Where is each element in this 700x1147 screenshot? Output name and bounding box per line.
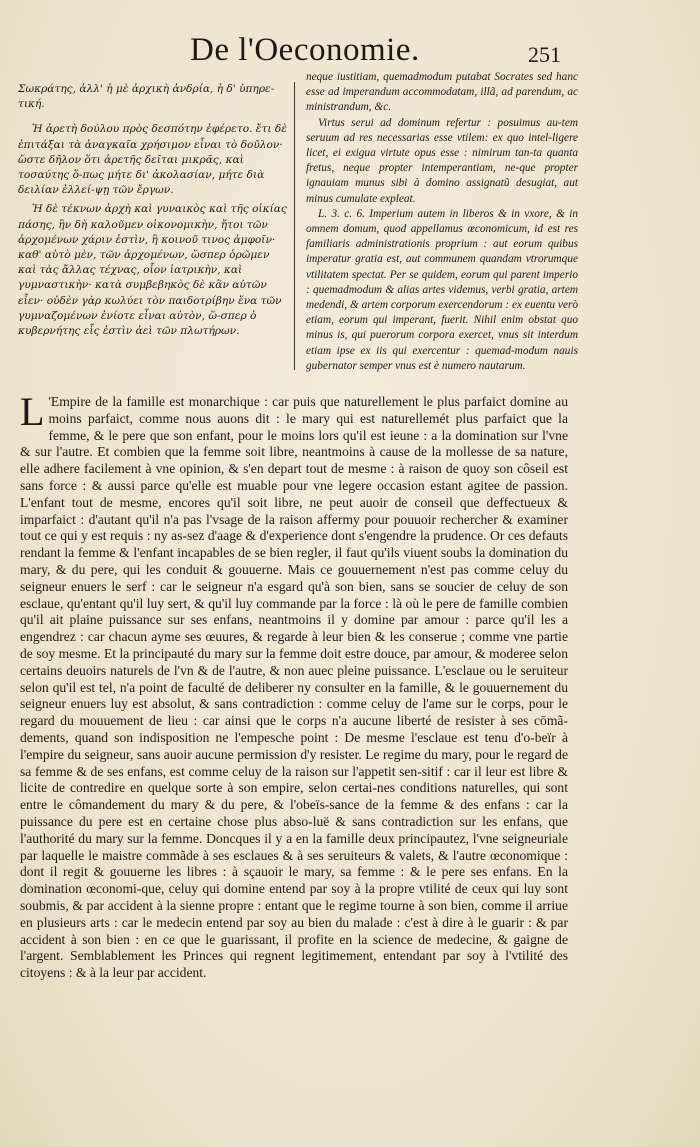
greek-text-column <box>18 82 290 343</box>
latin-text-column <box>306 70 578 374</box>
column-divider <box>294 82 295 370</box>
running-head-title: De l'Oeconomie. <box>190 32 420 68</box>
greek-paragraph: Ἡ δὲ τέκνων ἀρχὴ καὶ γυναικὸς καὶ τῆς οἰκίας πάσης, ἣν δὴ καλοῦμεν οἰκονομικὴν, ἤτοι τῶν ἀρχομένων χάριν ἐστὶν, ἢ κοινοῦ τινος ἀμφοῖν· καθ' αὑτὸ μὲν, τῶν ἀρχομένων, ὥσπερ ὁρῶμεν καὶ τὰς ἄλλας τέχνας, οἷον ἰατρικὴν, καὶ γυμναστικὴν· κατὰ συμβεβηκὸς δὲ κἂν αὐτῶν εἶεν· οὐδὲν γὰρ κωλύει τὸν παιδοτρίβην ἕνα τῶν γυμναζομένων ἐνίοτε εἶναι αὐτὸν, ὥ-σπερ ὁ κυβερνήτης εἷς ἐστὶν ἀεὶ τῶν πλωτήρων. <box>18 203 287 338</box>
page-number: 251 <box>528 42 561 67</box>
greek-paragraph: Ἡ ἀρετὴ δούλου πρὸς δεσπότην ἐφέρετο. ἔτι δὲ ἐπιτάξαι τὰ ἀναγκαῖα χρήσιμον εἶναι τὸ δοῦλον· ὥστε δῆλον ὅτι ἀρετῆς δεῖται μικρᾶς, καὶ τοσαύτης ὅ-πως μήτε δι' ἀκολασίαν, μήτε διὰ δειλίαν ἐλλεί-ψῃ τῶν ἔργων. <box>18 123 287 197</box>
greek-paragraph: Σωκράτης, ἀλλ' ἡ μὲ ἀρχικὴ ἀνδρία, ἡ δ' ὑπηρε-τική. <box>18 83 275 111</box>
latin-paragraph: neque iustitiam, quemadmodum putabat Socrates sed hanc esse ad imperandum accommodatam, illã, ad parendum, ac ministrandum, &c. <box>306 71 578 114</box>
drop-cap: L <box>20 389 45 434</box>
french-commentary <box>20 389 568 982</box>
latin-paragraph: Virtus serui ad dominum refertur : posuimus au-tem seruum ad res necessarias esse vtilem: ex quo intel-ligere licet, ei exigua virtute opus esse : nimirum tan-ta quanta fretus, neque propter intemperantiam, ne-que propter ignauiam munus sibi à domino assignatũ desugiat, aut minus cumulate expleat. <box>306 116 578 205</box>
commentary-paragraph <box>20 389 568 982</box>
latin-paragraph: L. 3. c. 6. Imperium autem in liberos & in vxore, & in omnem domum, quod appellamus œconomicum, id est res familiaris administrationis proprium : aut eorum quibus imperatur gratia est, aut communem quandam vtrorumque vtilitatem spectat. Per se quidem, eorum qui parent imperio : quemadmodum & alias artes videmus, verbi gratia, artem medendi, & artem corporum exercendorum : ex euentu verò etiam, eorum qui imperant, fuerit. Nihil enim obstat quo minus is, qui puerorum corpora exercet, vnus sit interdum etiam ipse ex iis qui exercentur : quemad-modum nauis gubernator semper vnus est è numero nautarum. <box>306 207 578 372</box>
commentary-body: 'Empire de la famille est monarchique : car puis que naturellement le plus parfaict domine au moins parfaict, comme nous auons dit : le mary qui est naturellemét plus parfaict que la femme, & le pere que son enfant, pour le moins lors qu'il est ieune : a la domination sur l'vne & sur l'autre. Et combien que la femme soit libre, neantmoins à cause de la mollesse de sa nature, elle adhere facilement à vne opinion, & s'en depart tout de mesme : à raison de quoy son côseil est sans force : & aussi parce qu'elle est muable pour vne legere occasion estant agitee de passion. L'enfant tout de mesme, encores qu'il soit libre, ne peut auoir de conseil que deffectueux & imparfaict : d'autant qu'il n'a pas l'vsage de la raison affermy pour pouuoir rechercher & examiner tout ce qui y est requis : ny as-sez d'aage & d'experience dont s'engendre la prudence. Or ces defauts rendant la femme & l'enfant incapables de se bien regler, il faut qu'ils viuent soubs la domination du mary, & du pere, qui les conduit & gouuerne. Mais ce gouuernement n'est pas comme celuy du seigneur enuers le serf : car le seigneur n'a esgard qu'à son bien, sans se soucier de celuy de son esclaue, qu'entant qu'il luy sert, & qu'il luy commande par la force : là où le pere de famille combien qu'il ait plaine puissance sur ses enfans, neantmoins il y domine par amour : parce qu'il les a engendrez : car chacun ayme ses œuures, & regarde à leur bien & les conserue ; comme vne partie de soy mesme. Et la principauté du mary sur la femme doit estre douce, par amour, & moderee selon certains deuoirs naturels de l'vn & de l'autre, & non auec pleine puissance. L'esclaue ou le seruiteur selon qu'il est tel, n'a point de faculté de deliberer ny consulter en la famille, & le gouuernement du seigneur enuers luy est absolut, & sans contradiction : comme celuy de l'ame sur le corps, pour le regard du mouuement de lieu : car ainsi que le corps n'a aucune liberté de resister à ses cōmã-dements, quand son indisposition ne l'empesche point : De mesme l'esclaue est tenu d'o-beïr à l'empire du seigneur, sans auoir aucune permission d'y resister. Le regime du mary, pour le regard de sa femme & de ses enfans, est comme celuy de la raison sur l'appetit sen-sitif : car il leur est libre & licite de contredire en quelque sorte à son empire, selon certai-nes conditions naturelles, qui sont entre le cômandement du mary & du pere, & l'obeïs-sance de la femme & des enfans : car la puissance du pere est en certaine chose plus abso-luë & sans contradiction sur les enfans, que l'authorité du mary sur la femme. Doncques il y a en la famille deux principautez, l'vne seigneuriale par laquelle le maistre commãde à ses esclaues & à ses seruiteurs & valets, & l'autre œconomique : dont il regit & gouuerne les libres : à sçauoir le mary, sa femme : & le pere ses enfans. En la domination œconomi-que, celuy qui domine entend par soy à la propre vtilité de ceux qui luy sont soubmis, & par accident à la sienne propre : entant que le regime tourne à son bien, comme il arriue en plusieurs arts : car le medecin entend par soy au bien du malade : c'est à dire à le guarir : & par accident à son bien : en ce que le guarissant, il profite en la science de medecine, & gaigne de l'argent. Semblablement les Princes qui regnent legitimement, entendant par soy à l'vtilité des citoyens : & à la leur par accident. <box>20 394 568 981</box>
